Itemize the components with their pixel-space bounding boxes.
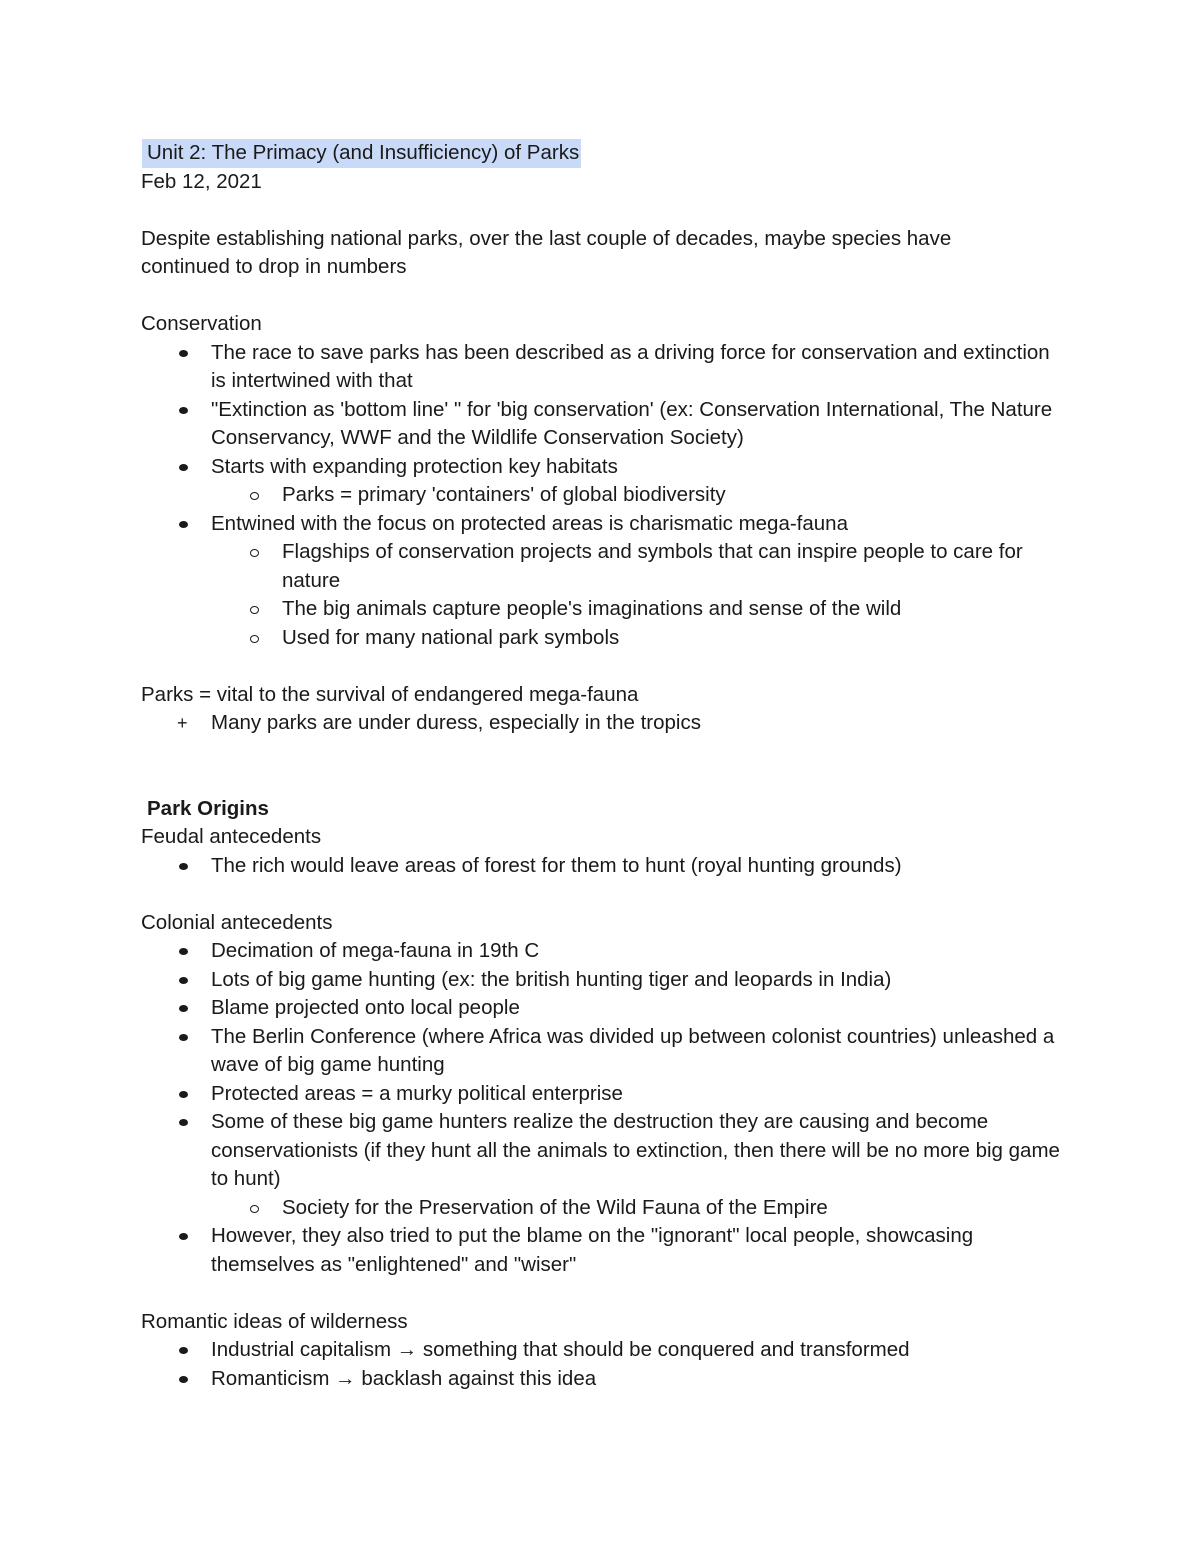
conservation-list	[141, 339, 1061, 482]
bullet-icon	[179, 1233, 188, 1240]
hollow-bullet-icon	[250, 492, 259, 500]
bullet-icon	[179, 1034, 188, 1041]
list-item: "Extinction as 'bottom line' " for 'big conservation' (ex: Conservation International, The Nature Conservancy, WWF and the Wildlife Conservation Society)	[141, 396, 1061, 453]
sub-list-item: Society for the Preservation of the Wild Fauna of the Empire	[141, 1194, 1061, 1223]
plus-icon: +	[177, 713, 188, 733]
bullet-icon	[179, 1091, 188, 1098]
document-page	[141, 139, 1061, 1393]
bullet-icon	[179, 948, 188, 955]
hollow-bullet-icon	[250, 1205, 259, 1213]
conservation-sublist-2	[141, 538, 1061, 652]
document-title[interactable]: Unit 2: The Primacy (and Insufficiency) of Parks	[142, 139, 581, 168]
bullet-icon	[179, 977, 188, 984]
bullet-icon	[179, 1119, 188, 1126]
list-item: However, they also tried to put the blame on the "ignorant" local people, showcasing themselves as "enlightened" and "wiser"	[141, 1222, 1061, 1279]
colonial-heading: Colonial antecedents	[141, 910, 333, 934]
list-item: + Many parks are under duress, especially in the tropics	[141, 709, 1061, 738]
bullet-icon	[179, 521, 188, 528]
list-item: Decimation of mega-fauna in 19th C	[141, 937, 1061, 966]
hollow-bullet-icon	[250, 606, 259, 614]
parks-vital-line: Parks = vital to the survival of endangered mega-fauna	[141, 682, 639, 706]
conservation-heading: Conservation	[141, 312, 262, 335]
intro-line-2: continued to drop in numbers	[141, 255, 407, 278]
hollow-bullet-icon	[250, 549, 259, 557]
list-item: Entwined with the focus on protected areas is charismatic mega-fauna	[141, 510, 1061, 539]
document-date: Feb 12, 2021	[141, 169, 262, 193]
list-item: The race to save parks has been described as a driving force for conservation and extinction is intertwined with that	[141, 339, 1061, 396]
list-item: The rich would leave areas of forest for them to hunt (royal hunting grounds)	[141, 852, 1061, 881]
bullet-icon	[179, 464, 188, 471]
section-heading: Park Origins	[147, 796, 269, 820]
intro-line-1: Despite establishing national parks, over the last couple of decades, maybe species have	[141, 226, 952, 250]
hollow-bullet-icon	[250, 635, 259, 643]
bullet-icon	[179, 1347, 188, 1354]
sub-list-item: Used for many national park symbols	[141, 624, 1061, 653]
feudal-heading: Feudal antecedents	[141, 825, 322, 848]
sub-list-item: Parks = primary 'containers' of global biodiversity	[141, 481, 1061, 510]
list-item: Protected areas = a murky political enterprise	[141, 1080, 1061, 1109]
conservation-sublist-1	[141, 481, 1061, 510]
list-item: Lots of big game hunting (ex: the british hunting tiger and leopards in India)	[141, 966, 1061, 995]
colonial-list	[141, 937, 1061, 1194]
bullet-icon	[179, 350, 188, 357]
list-item: Industrial capitalism → something that should be conquered and transformed	[141, 1336, 1061, 1365]
list-item: Romanticism → backlash against this idea	[141, 1365, 1061, 1394]
romantic-heading: Romantic ideas of wilderness	[141, 1309, 408, 1333]
list-item: Blame projected onto local people	[141, 994, 1061, 1023]
list-item: Some of these big game hunters realize the destruction they are causing and become conservationists (if they hunt all the animals to extinction, then there will be no more big game to hunt)	[141, 1108, 1061, 1194]
list-item: The Berlin Conference (where Africa was divided up between colonist countries) unleashed a wave of big game hunting	[141, 1023, 1061, 1080]
title-line	[141, 139, 1061, 168]
bullet-icon	[179, 1376, 188, 1383]
bullet-icon	[179, 407, 188, 414]
bullet-icon	[179, 863, 188, 870]
bullet-icon	[179, 1005, 188, 1012]
sub-list-item: Flagships of conservation projects and symbols that can inspire people to care for nature	[141, 538, 1061, 595]
sub-list-item: The big animals capture people's imaginations and sense of the wild	[141, 595, 1061, 624]
list-item: Starts with expanding protection key habitats	[141, 453, 1061, 482]
romantic-list	[141, 1336, 1061, 1393]
